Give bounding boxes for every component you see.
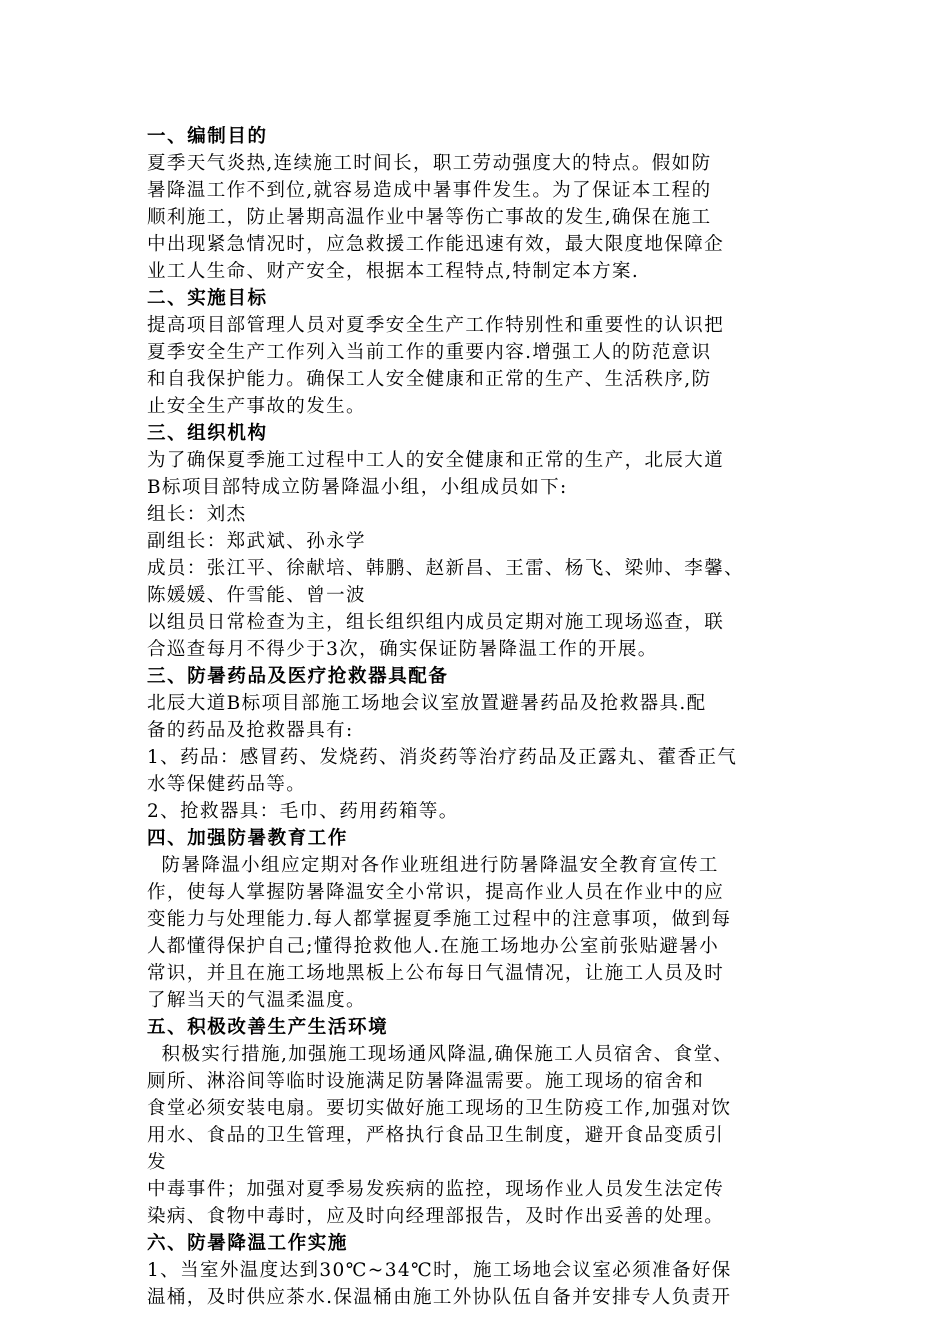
paragraph-line: 以组员日常检查为主，组长组织组内成员定期对施工现场巡查，联 [147,612,725,633]
paragraph-line: 1、当室外温度达到30℃~34℃时，施工场地会议室必须准备好保 [147,1260,732,1281]
paragraph-line: 防暑降温小组应定期对各作业班组进行防暑降温安全教育宣传工 [147,855,719,876]
paragraph-line: 提高项目部管理人员对夏季安全生产工作特别性和重要性的认识把 [147,315,725,336]
paragraph-line: 发 [147,1152,167,1173]
paragraph-line: 夏季安全生产工作列入当前工作的重要内容.增强工人的防范意识 [147,342,712,363]
paragraph-line: 组长：刘杰 [147,504,247,525]
paragraph-line: 北辰大道B标项目部施工场地会议室放置避暑药品及抢救器具.配 [147,693,707,714]
section-heading: 一、编制目的 [147,126,268,147]
paragraph-line: 副组长：郑武斌、孙永学 [147,531,366,552]
paragraph-line: 和自我保护能力。确保工人安全健康和正常的生产、生活秩序,防 [147,369,712,390]
paragraph-line: 人都懂得保护自己;懂得抢救他人.在施工场地办公室前张贴避暑小 [147,936,720,957]
section-heading: 三、组织机构 [147,423,268,444]
section-heading: 六、防暑降温工作实施 [147,1233,349,1254]
document-body [147,123,827,1311]
paragraph-line: 中出现紧急情况时，应急救援工作能迅速有效，最大限度地保障企 [147,234,725,255]
section-heading: 四、加强防暑教育工作 [147,828,349,849]
paragraph-line: 夏季天气炎热,连续施工时间长，职工劳动强度大的特点。假如防 [147,153,712,174]
paragraph-line: 止安全生产事故的发生。 [147,396,366,417]
paragraph-line: 了解当天的气温柔温度。 [147,990,366,1011]
paragraph-line: 水等保健药品等。 [147,774,307,795]
paragraph-line: 1、药品：感冒药、发烧药、消炎药等治疗药品及正露丸、藿香正气 [147,747,738,768]
paragraph-line: 常识，并且在施工场地黑板上公布每日气温情况，让施工人员及时 [147,963,725,984]
paragraph-line: 厕所、淋浴间等临时设施满足防暑降温需要。施工现场的宿舍和 [147,1071,705,1092]
paragraph-line: 成员：张江平、徐献培、韩鹏、赵新昌、王雷、杨飞、梁帅、李馨、 [147,558,745,579]
section-heading: 二、实施目标 [147,288,268,309]
paragraph-line: 暑降温工作不到位,就容易造成中暑事件发生。为了保证本工程的 [147,180,712,201]
paragraph-line: 业工人生命、财产安全，根据本工程特点,特制定本方案. [147,261,640,282]
paragraph-line: 染病、食物中毒时，应及时向经理部报告，及时作出妥善的处理。 [147,1206,725,1227]
paragraph-line: 陈媛媛、仵雪能、曾一波 [147,585,366,606]
paragraph-line: B标项目部特成立防暑降温小组，小组成员如下: [147,477,568,498]
paragraph-line: 温桶，及时供应茶水.保温桶由施工外协队伍自备并安排专人负责开 [147,1287,732,1308]
paragraph-line: 积极实行措施,加强施工现场通风降温,确保施工人员宿舍、食堂、 [147,1044,734,1065]
paragraph-line: 为了确保夏季施工过程中工人的安全健康和正常的生产，北辰大道 [147,450,725,471]
paragraph-line: 变能力与处理能力.每人都掌握夏季施工过程中的注意事项，做到每 [147,909,732,930]
paragraph-line: 中毒事件；加强对夏季易发疾病的监控，现场作业人员发生法定传 [147,1179,725,1200]
section-heading: 五、积极改善生产生活环境 [147,1017,389,1038]
section-heading: 三、防暑药品及医疗抢救器具配备 [147,666,449,687]
paragraph-line: 合巡查每月不得少于3次，确实保证防暑降温工作的开展。 [147,639,658,660]
paragraph-line: 食堂必须安装电扇。要切实做好施工现场的卫生防疫工作,加强对饮 [147,1098,732,1119]
paragraph-line: 顺利施工，防止暑期高温作业中暑等伤亡事故的发生,确保在施工 [147,207,712,228]
paragraph-line: 备的药品及抢救器具有: [147,720,354,741]
paragraph-line: 2、抢救器具：毛巾、药用药箱等。 [147,801,459,822]
paragraph-line: 用水、食品的卫生管理，严格执行食品卫生制度，避开食品变质引 [147,1125,725,1146]
paragraph-line: 作，使每人掌握防暑降温安全小常识，提高作业人员在作业中的应 [147,882,725,903]
